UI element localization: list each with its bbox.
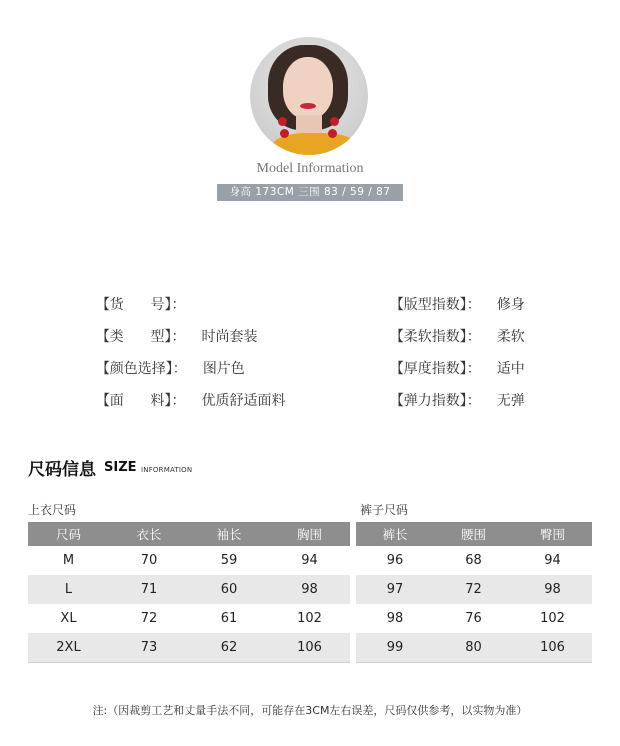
table-header-cell: 衣长: [109, 522, 189, 546]
top-size-label: 上衣尺码: [28, 503, 77, 517]
pants-size-label: 裤子尺码: [360, 503, 409, 517]
table-cell: 71: [109, 575, 189, 604]
table-row: [356, 633, 592, 663]
table-header-cell: 袖长: [189, 522, 269, 546]
size-section-title: 尺码信息: [28, 460, 96, 480]
table-cell: 96: [386, 553, 404, 568]
attr-value: 修身: [496, 297, 525, 313]
attr-value: 优质舒适面料: [201, 393, 286, 409]
model-avatar: [250, 37, 368, 155]
table-cell: 97: [356, 575, 434, 604]
attr-value: 适中: [496, 361, 525, 377]
table-header-row: [356, 522, 592, 546]
table-row: [356, 546, 592, 575]
table-cell: 59: [220, 553, 238, 568]
table-cell: L: [28, 575, 109, 604]
table-cell: 72: [140, 611, 158, 626]
table-cell: 73: [109, 633, 189, 663]
top-size-table: [28, 522, 350, 663]
table-cell: 106: [269, 633, 350, 663]
size-disclaimer-note: 注:（因裁剪工艺和丈量手法不同，可能存在3CM左右误差，尺码仅供参考，以实物为准）: [92, 704, 528, 717]
table-cell: 62: [189, 633, 269, 663]
table-cell: 94: [544, 553, 561, 568]
attr-label: 【面 料】：: [95, 393, 186, 409]
table-row: [28, 575, 350, 604]
table-cell: 76: [465, 611, 482, 626]
attr-label: 【货 号】：: [95, 297, 186, 313]
attr-row-elasticity: [372, 374, 525, 426]
table-cell: 98: [513, 575, 592, 604]
table-cell: 99: [356, 633, 434, 663]
table-row: [28, 604, 350, 633]
table-cell: 68: [465, 553, 482, 568]
table-row: [356, 604, 592, 633]
attr-value: 柔软: [496, 329, 525, 345]
attr-value: 无弹: [496, 393, 525, 409]
table-cell: 98: [386, 611, 404, 626]
size-section-title-en: SIZE: [104, 460, 137, 475]
table-cell: M: [62, 553, 75, 568]
attr-label: 【弹力指数】：: [389, 393, 481, 409]
table-cell: 94: [301, 553, 318, 568]
table-header-cell: 腰围: [434, 522, 513, 546]
table-cell: XL: [60, 611, 77, 626]
size-section-subtitle-en: INFORMATION: [141, 466, 193, 474]
table-header-cell: 臀围: [513, 522, 592, 546]
attr-label: 【类 型】：: [95, 329, 186, 345]
attr-label: 【厚度指数】：: [389, 361, 481, 377]
attr-label: 【版型指数】：: [389, 297, 481, 313]
table-cell: 98: [269, 575, 350, 604]
table-cell: 2XL: [28, 633, 109, 663]
table-cell: 80: [434, 633, 513, 663]
table-cell: 102: [297, 611, 322, 626]
table-cell: 106: [513, 633, 592, 663]
table-cell: 60: [189, 575, 269, 604]
table-header-cell: 尺码: [28, 522, 109, 546]
table-row: [28, 633, 350, 663]
table-cell: 70: [140, 553, 158, 568]
attr-label: 【柔软指数】：: [389, 329, 481, 345]
table-row: [28, 546, 350, 575]
table-header-cell: 胸围: [269, 522, 350, 546]
model-stats-badge: 身高 173CM 三围 83 / 59 / 87: [217, 184, 403, 201]
table-header-row: [28, 522, 350, 546]
table-cell: 61: [220, 611, 238, 626]
table-header-cell: 裤长: [356, 522, 434, 546]
model-info-caption: Model Information: [256, 161, 364, 176]
attr-value: 图片色: [202, 361, 245, 377]
table-row: [356, 575, 592, 604]
attr-label: 【颜色选择】：: [95, 361, 187, 377]
attr-row-fabric: [78, 374, 286, 426]
table-cell: 102: [540, 611, 565, 626]
attr-value: 时尚套装: [201, 329, 258, 345]
table-cell: 72: [434, 575, 513, 604]
pants-size-table: [356, 522, 592, 663]
